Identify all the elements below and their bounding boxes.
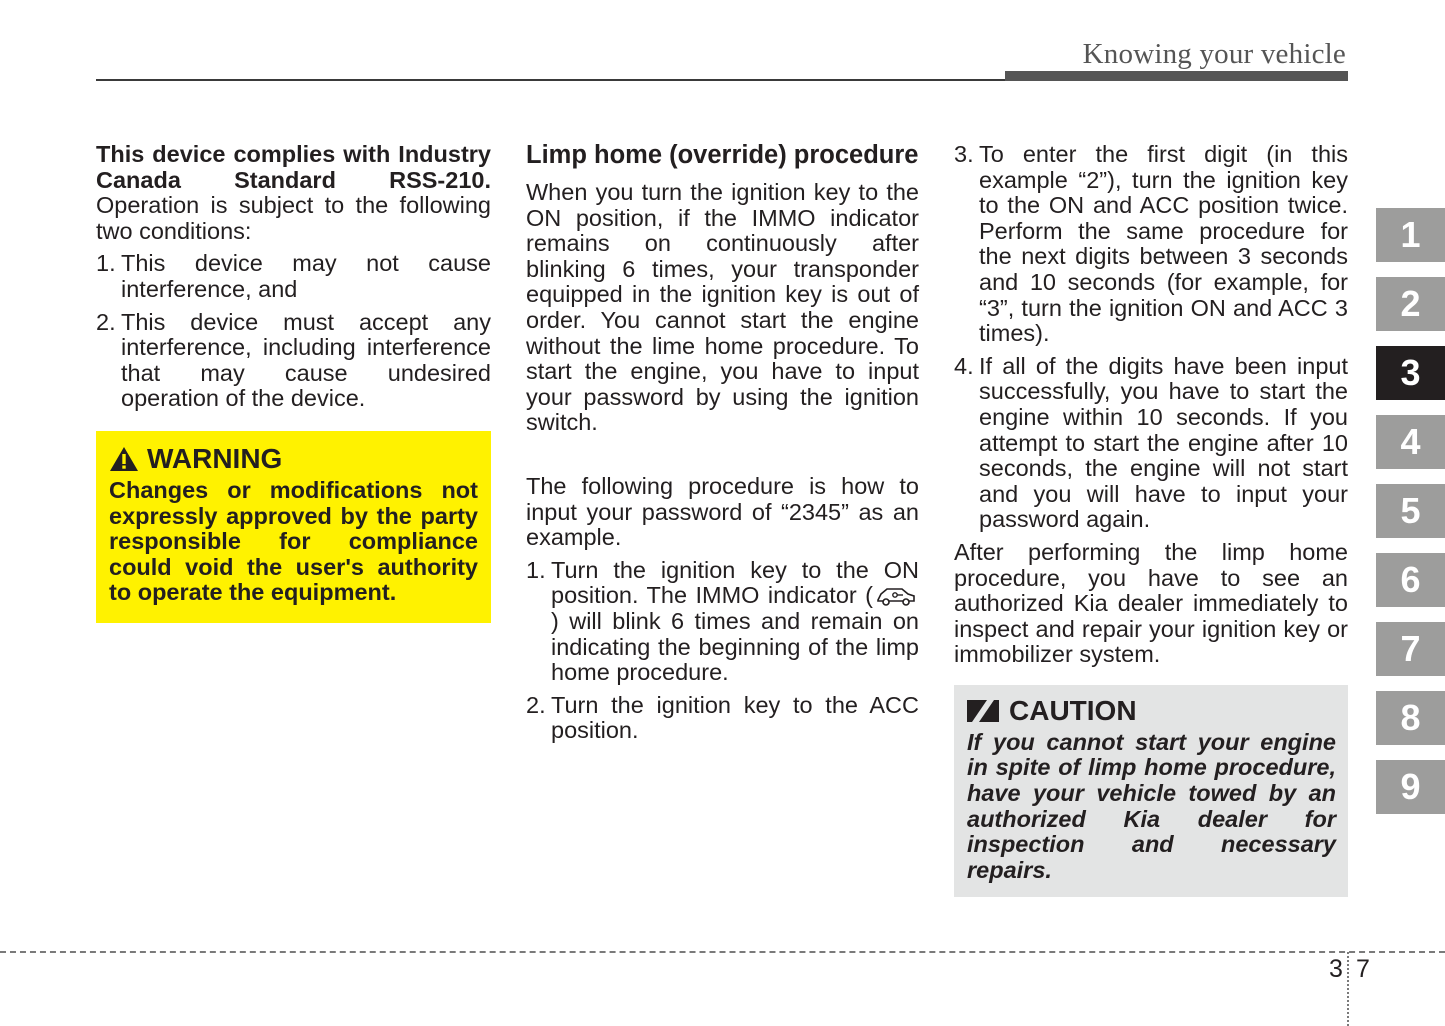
warning-triangle-icon bbox=[109, 446, 139, 472]
immo-indicator-icon bbox=[875, 585, 917, 607]
running-header: Knowing your vehicle bbox=[1082, 38, 1346, 70]
list-number: 4. bbox=[954, 352, 974, 379]
list-number: 1. bbox=[96, 250, 116, 277]
list-number: 3. bbox=[954, 141, 974, 167]
list-text: This device must accept any interference, including interference that may cause undesired operation of the device. bbox=[121, 308, 491, 412]
list-item bbox=[954, 142, 1348, 347]
chapter-tab-1[interactable]: 1 bbox=[1376, 208, 1445, 262]
compliance-paragraph bbox=[96, 142, 491, 244]
list-number: 2. bbox=[96, 308, 116, 335]
chapter-tab-4[interactable]: 4 bbox=[1376, 415, 1445, 469]
procedure-intro: The following procedure is how to input your password of “2345” as an example. bbox=[526, 472, 919, 551]
caution-slash-icon bbox=[967, 700, 999, 722]
chapter-tab-2[interactable]: 2 bbox=[1376, 277, 1445, 331]
list-item bbox=[96, 310, 491, 412]
chapter-tab-5[interactable]: 5 bbox=[1376, 484, 1445, 538]
column-3 bbox=[954, 142, 1348, 897]
warning-label: WARNING bbox=[147, 442, 283, 474]
list-text-before: Turn the ignition key to the ON position. The IMMO indicator ( bbox=[551, 556, 919, 609]
page-number: 7 bbox=[1356, 955, 1370, 983]
chapter-tab-6[interactable]: 6 bbox=[1376, 553, 1445, 607]
list-number: 2. bbox=[526, 691, 546, 718]
list-text: This device may not cause interference, and bbox=[121, 250, 491, 302]
page-number-separator bbox=[1347, 952, 1349, 1026]
dealer-paragraph: After performing the limp home procedure, you have to see an authorized Kia dealer immediately to inspect and repair your ignition key or immobilizer system. bbox=[954, 538, 1348, 668]
list-text: Turn the ignition key to the ACC position. bbox=[551, 691, 919, 744]
caution-header bbox=[967, 695, 1336, 727]
list-item bbox=[526, 558, 919, 686]
list-number: 1. bbox=[526, 556, 546, 583]
list-text: To enter the first digit (in this example “2”), turn the ignition key to the ON and ACC position twice. Perform the same procedure for the next digits between 3 seconds and 10 seconds (for example, for “3”, turn the ignition ON and ACC 3 times). bbox=[979, 141, 1348, 347]
limp-home-paragraph: When you turn the ignition key to the ON position, if the IMMO indicator remains on continuously after blinking 6 times, your transponder equipped in the ignition key is out of order. You cannot start the engine without the lime home procedure. To start the engine, you have to input your password by using the ignition switch. bbox=[526, 179, 919, 436]
list-item bbox=[96, 251, 491, 302]
chapter-tab-7[interactable]: 7 bbox=[1376, 622, 1445, 676]
chapter-number: 3 bbox=[1329, 955, 1343, 983]
section-title: Limp home (override) procedure bbox=[526, 141, 919, 169]
list-item bbox=[954, 354, 1348, 533]
warning-box bbox=[96, 431, 491, 623]
chapter-tab-8[interactable]: 8 bbox=[1376, 691, 1445, 745]
footer-rule bbox=[0, 951, 1445, 953]
list-text-after: ) will blink 6 times and remain on indicating the beginning of the limp home procedure. bbox=[551, 607, 919, 686]
caution-box bbox=[954, 685, 1348, 898]
chapter-tab-3[interactable]: 3 bbox=[1376, 346, 1445, 400]
column-2 bbox=[526, 142, 919, 744]
warning-header bbox=[109, 443, 478, 475]
header-bar bbox=[1005, 71, 1348, 81]
column-1 bbox=[96, 142, 491, 623]
caution-label: CAUTION bbox=[1009, 694, 1137, 726]
list-text: If all of the digits have been input successfully, you have to start the engine within 10 seconds. If you attempt to start the engine after 10 seconds, the engine will not start and you will have to input your password again. bbox=[979, 352, 1348, 533]
header-rule bbox=[96, 79, 1006, 81]
caution-text: If you cannot start your engine in spite of limp home procedure, have your vehicle towed by an authorized Kia dealer for inspection and necessary repairs. bbox=[967, 728, 1336, 883]
compliance-text: Operation is subject to the following two conditions: bbox=[96, 192, 491, 244]
compliance-bold: This device complies with Industry Canada Standard RSS-210. bbox=[96, 141, 491, 193]
warning-text: Changes or modifications not expressly approved by the party responsible for compliance could void the user's authority to operate the equipment. bbox=[109, 476, 478, 606]
chapter-tab-9[interactable]: 9 bbox=[1376, 760, 1445, 814]
list-item bbox=[526, 693, 919, 744]
